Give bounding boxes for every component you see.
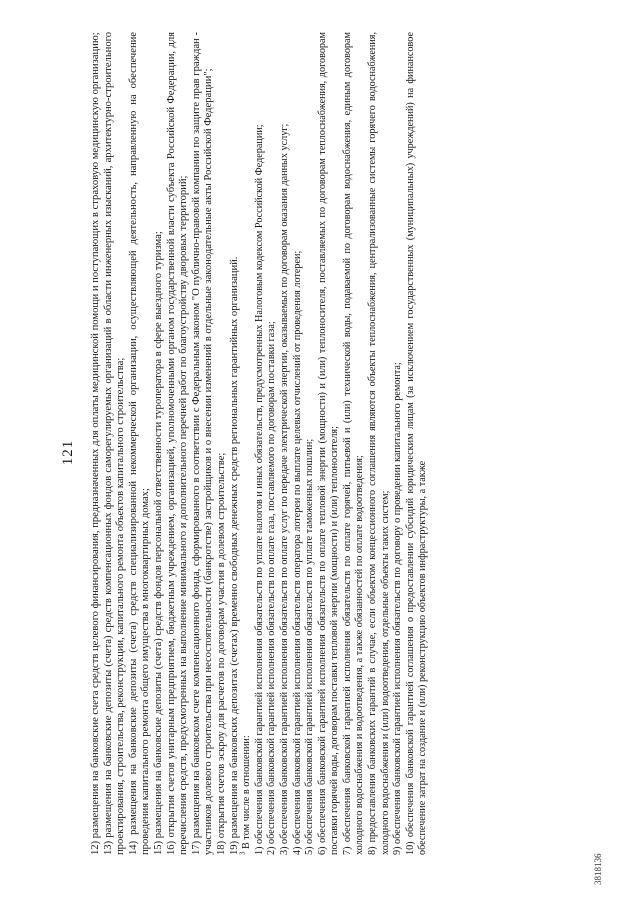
footnote-item: 4) обеспечения банковской гарантией исполнения обязательств оператора лотереи по выплате целевых отчислений от проведения лотереи;: [291, 250, 303, 855]
footnote-item: 8) предоставления банковских гарантий в случае, если объектом концессионного соглашения являются объекты теплоснабжения, централизованные системы горячего водоснабжения, холодного водоснабжения и (или) водоотведения, отдельные объекты таких систем;: [367, 32, 391, 855]
footnote-item: 7) обеспечения банковской гарантией исполнения обязательств по оплате горячей, питьевой и (или) технической воды, подаваемой по договорам водоснабжения, единым договорам холодного водоснабжения и водоотведения, а также обязанностей по оплате водоотведения;: [341, 32, 366, 855]
paragraph: 18) открытия счетов эскроу для расчетов по договорам участия в долевом строительстве;: [215, 452, 227, 855]
paragraph: 15) размещения на банковские депозиты (счета) средств фондов персональной ответственности туроператора в сфере выездного туризма;: [152, 231, 164, 855]
footnote-marker: 3: [238, 851, 247, 855]
footnote-item: 10) обеспечения банковской гарантией соглашения о предоставлении субсидий юридическим лицам (за исключением государственных (муниципальных) учреждений) на финансовое обеспечение затрат на создание и (или) реконструкцию объектов инфраструктуры, а также: [404, 32, 429, 855]
footnote-intro: [238, 32, 254, 855]
paragraph: 17) размещения на банковском счете компенсационного фонда, сформированного в соответствии с Федеральным законом "О публично-правовой компании по защите прав граждан - участников долевого строительства при несостоятельности (банкротстве) застройщиков и о внесении изменений в отдельные законодательные акты Российской Федерации";: [190, 32, 215, 855]
page-number: 121: [60, 439, 76, 466]
footnote-item: 6) обеспечения банковской гарантией исполнения обязательств по оплате тепловой энергии (мощности) и (или) теплоносителя, поставляемых по договорам теплоснабжения, договорам поставки горячей воды, договорам поставки тепловой энергии (мощности) и (или) теплоносителя;: [316, 32, 341, 855]
footnote-item: 3) обеспечения банковской гарантией исполнения обязательств по оплате услуг по передаче электрической энергии, оказываемых по договорам оказания данных услуг;: [278, 123, 290, 855]
footnote-item: 2) обеспечения банковской гарантией исполнения обязательств по оплате газа, поставляемого по договорам поставки газа;: [266, 321, 278, 855]
text-body: [90, 32, 430, 855]
paragraph: 13) размещения на банковские депозиты (счета) средств компенсационных фондов саморегулируемых организаций в области инженерных изысканий, архитектурно-строительного проектирования, строительства, реконструкции, капитального ремонта объектов капитального строительства;: [102, 32, 127, 855]
footnote-item: 1) обеспечения банковской гарантией исполнения обязательств по уплате налогов и иных обязательств, предусмотренных Налоговым кодексом Российской Федерации;: [253, 124, 265, 855]
document-id: 3818136: [593, 853, 603, 885]
paragraph: 12) размещения на банковские счета средств целевого финансирования, предназначенных для оплаты медицинской помощи и поступающих в страховую медицинскую организацию;: [90, 32, 101, 855]
footnote-item: 9) обеспечения банковской гарантией исполнения обязательств по договору о проведении капитального ремонта;: [392, 362, 404, 855]
footnote-item: 5) обеспечения банковской гарантией исполнения обязательств по уплате таможенных пошлин;: [304, 438, 316, 855]
paragraph: 16) открытия счетов унитарным предприятием, бюджетным учреждением, организацией, уполномоченными органом государственной власти субъекта Российской Федерации, для перечисления средств, предусмотренных на выполнение минимального и дополнительного перечней работ по благоустройству дворовых территорий;: [165, 32, 190, 855]
footnote-intro-text: В том числе в отношении:: [241, 735, 253, 849]
paragraph: 14) размещения на банковские депозиты (счета) средств специализированной некоммерческой организации, осуществляющей деятельность, направленную на обеспечение проведения капитального ремонта общего имущества в многоквартирных домах;: [127, 32, 152, 855]
paragraph: 19) размещения на банковских депозитах (счетах) временно свободных денежных средств региональных гарантийных организаций.: [228, 256, 240, 855]
